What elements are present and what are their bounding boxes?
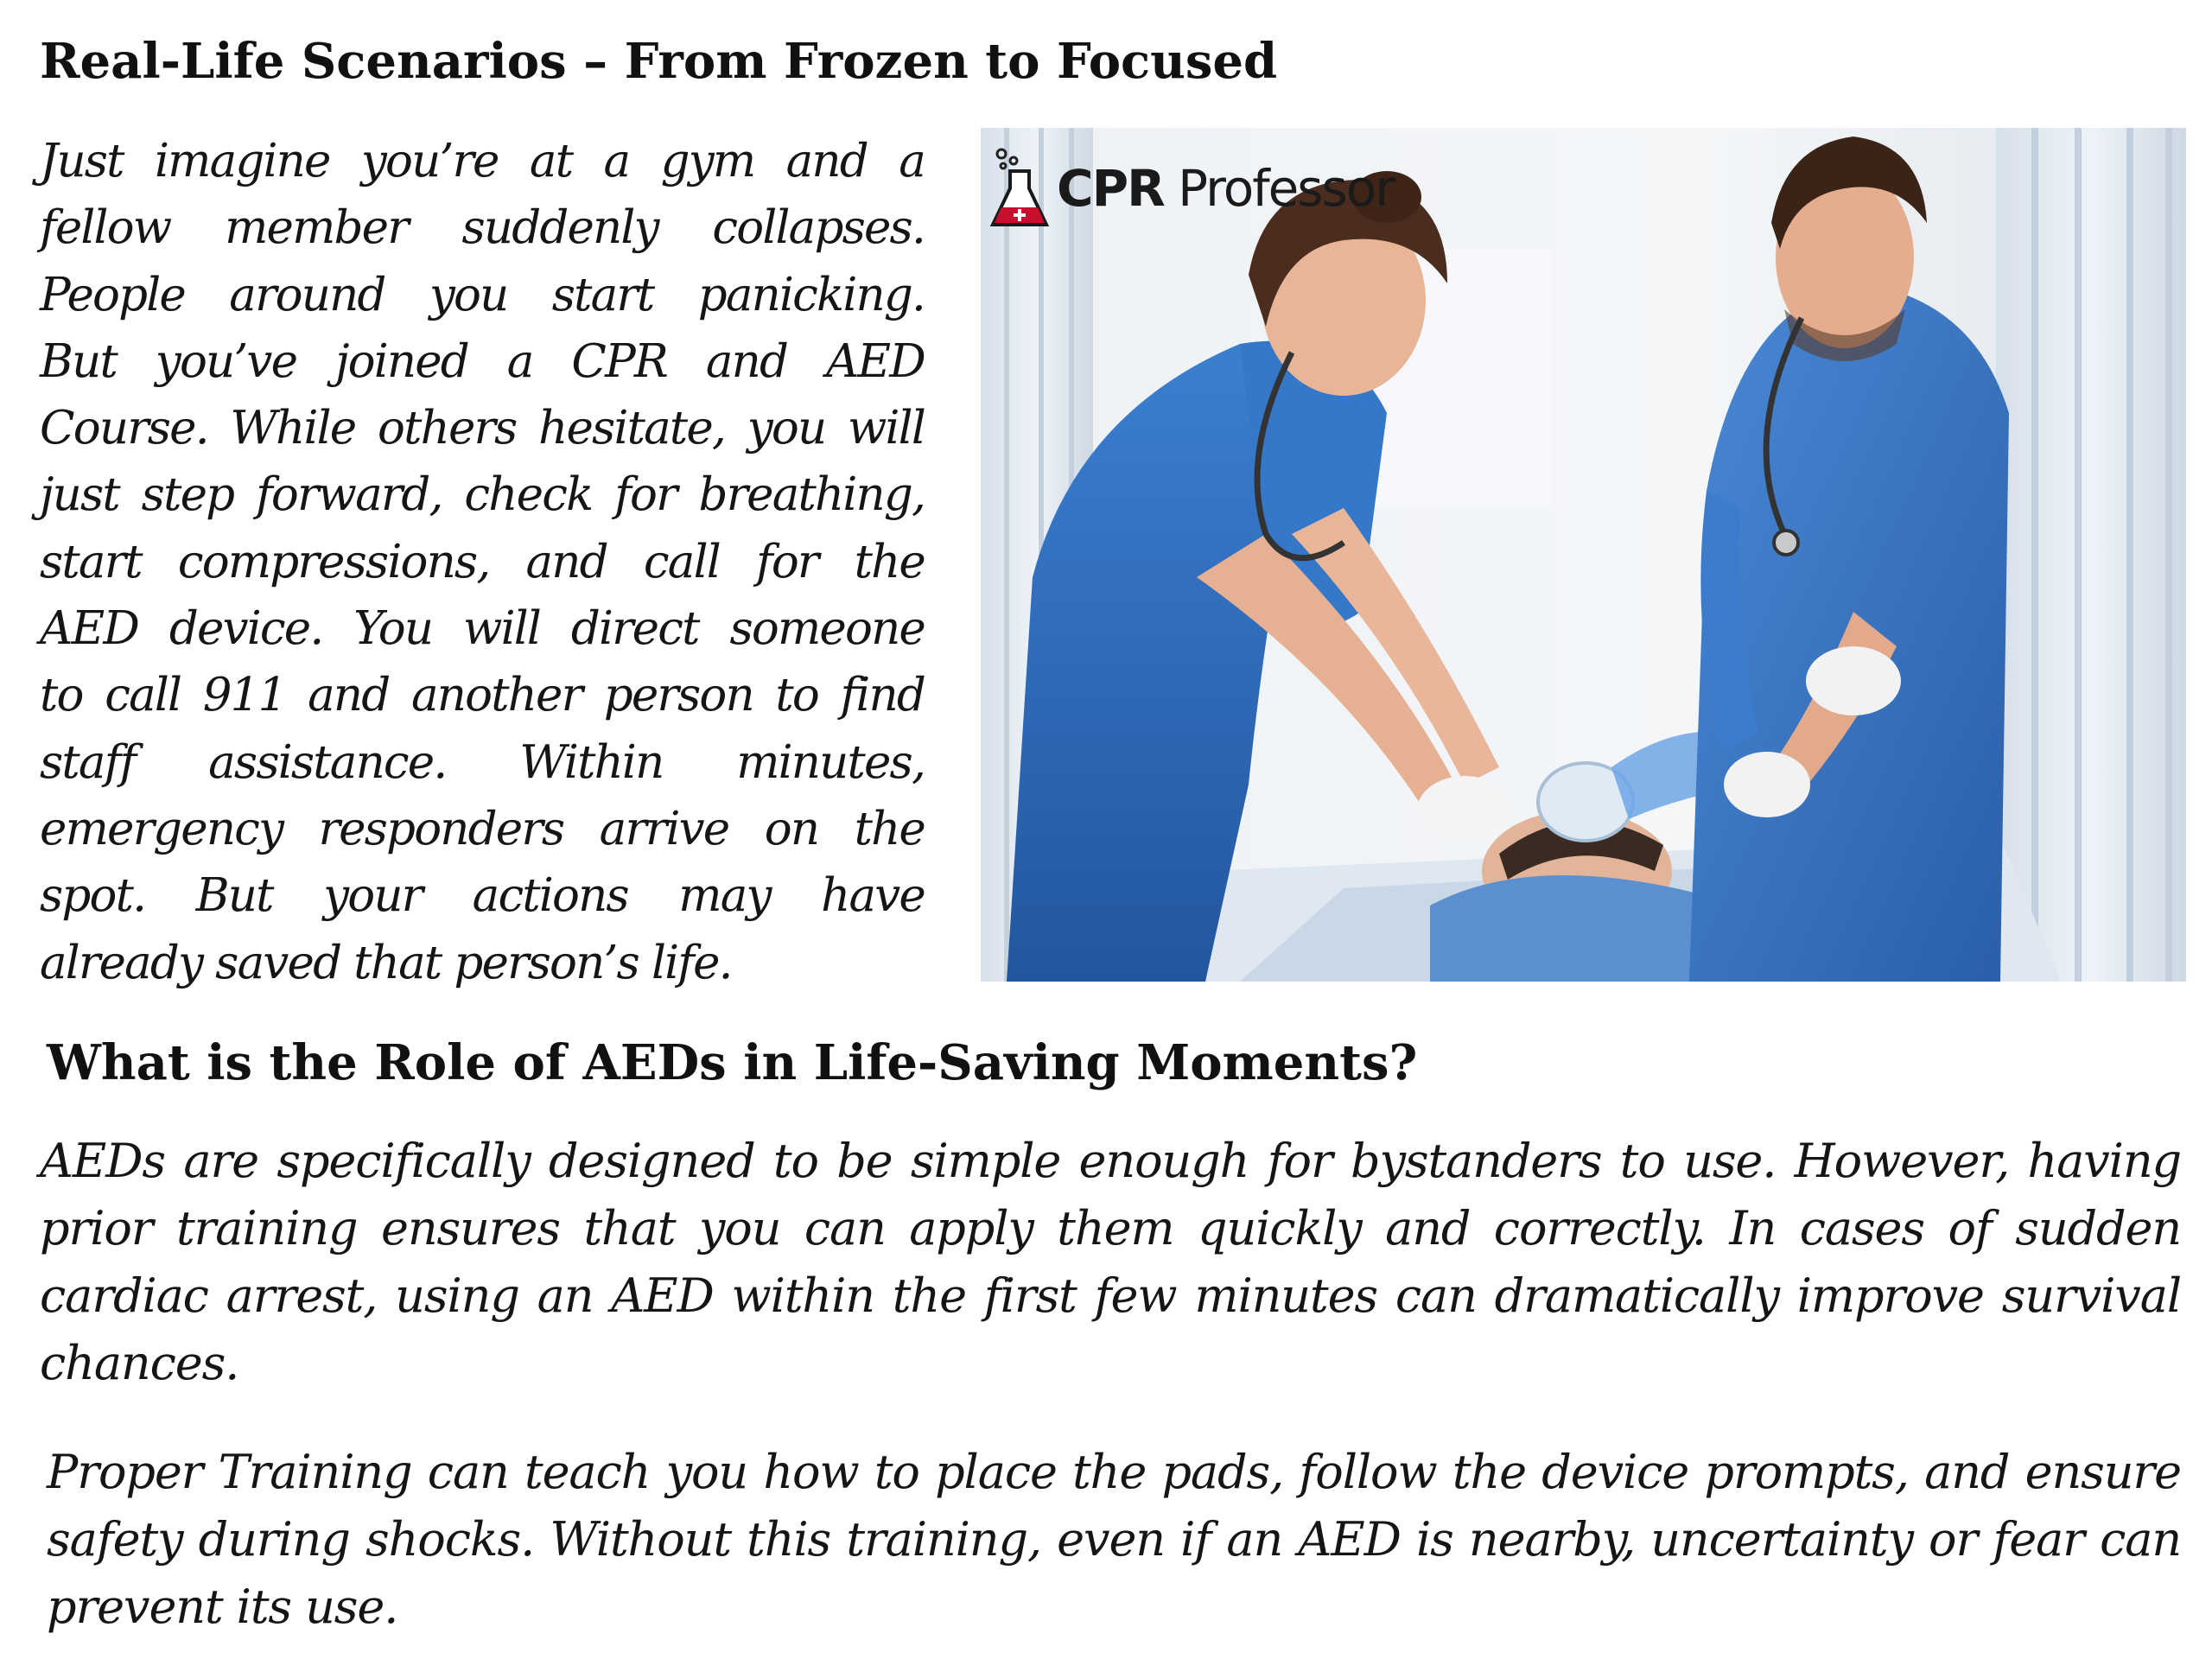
cpr-professor-logo (989, 145, 1394, 232)
section-heading-aed-role: What is the Role of AEDs in Life-Saving Moments? (47, 1034, 1418, 1091)
intro-line: But you’ve joined a CPR and AED (40, 334, 925, 388)
glove (1417, 776, 1512, 845)
logo-text (1057, 159, 1394, 218)
intro-paragraph (40, 128, 925, 996)
intro-line: staff assistance. Within minutes, (40, 735, 925, 789)
intro-line: to call 911 and another person to find (40, 669, 925, 722)
right-curtain (1996, 128, 2186, 982)
intro-line: spot. But your actions may have (40, 869, 925, 923)
intro-line: fellow member suddenly collapses. (40, 201, 925, 255)
intro-line: Course. While others hesitate, you will (40, 402, 925, 455)
cpr-training-photo (981, 128, 2186, 982)
intro-line: just step forward, check for breathing, (40, 468, 925, 522)
training-paragraph: Proper Training can teach you how to place the pads, follow the device prompts, and ensure safety during shocks. Without this training, even if an AED is nearby, uncertainty or fear can prevent its use. (47, 1445, 2181, 1634)
medical-team-illustration (981, 128, 2186, 982)
aed-paragraph: AEDs are specifically designed to be simple enough for bystanders to use. However, having prior training ensures that you can apply them quickly and correctly. In cases of sudden cardiac arrest, using an AED within the first few minutes can dramatically improve survival chances. (40, 1134, 2181, 1390)
section-heading-real-life: Real-Life Scenarios – From Frozen to Focused (40, 33, 1278, 90)
intro-line: People around you start panicking. (40, 268, 925, 321)
flask-logo-icon (989, 145, 1050, 232)
intro-line: emergency responders arrive on the (40, 802, 925, 855)
logo-text-bold: CPR (1057, 159, 1164, 218)
intro-line: AED device. You will direct someone (40, 602, 925, 656)
intro-line: start compressions, and call for the (40, 535, 925, 588)
intro-line: already saved that person’s life. (40, 936, 732, 989)
intro-line: Just imagine you’re at a gym and a (40, 135, 925, 188)
logo-text-light: Professor (1163, 159, 1395, 218)
